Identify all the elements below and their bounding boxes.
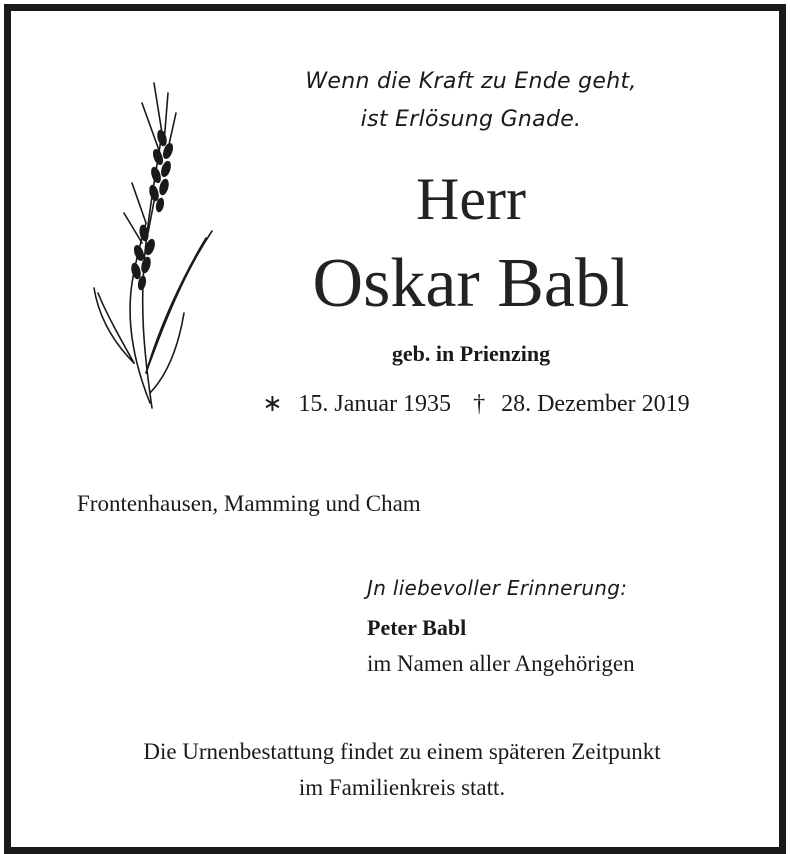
life-dates xyxy=(231,389,721,418)
birthplace: geb. in Prienzing xyxy=(391,341,551,366)
born-date: 15. Januar 1935 xyxy=(298,391,452,417)
motto-line-1: Wenn die Kraft zu Ende geht, xyxy=(305,69,637,94)
born-symbol: ∗ xyxy=(262,391,283,417)
died-symbol: † xyxy=(473,391,486,417)
places: Frontenhausen, Mamming und Cham xyxy=(77,491,421,516)
motto-line-2: ist Erlösung Gnade. xyxy=(360,107,582,132)
deceased-name: Oskar Babl xyxy=(312,245,630,322)
salutation: Herr xyxy=(416,166,526,232)
obituary-card xyxy=(4,4,786,854)
signatory-note: im Namen aller Angehörigen xyxy=(367,651,635,676)
died-date: 28. Dezember 2019 xyxy=(501,391,690,417)
wheat-ear-icon xyxy=(84,73,219,413)
closing-line-2: im Familienkreis statt. xyxy=(298,775,506,800)
signatory-name: Peter Babl xyxy=(367,615,467,640)
closing-line-1: Die Urnenbestattung findet zu einem späteren Zeitpunkt xyxy=(143,739,661,764)
memory-heading: Jn liebevoller Erinnerung: xyxy=(367,576,628,600)
